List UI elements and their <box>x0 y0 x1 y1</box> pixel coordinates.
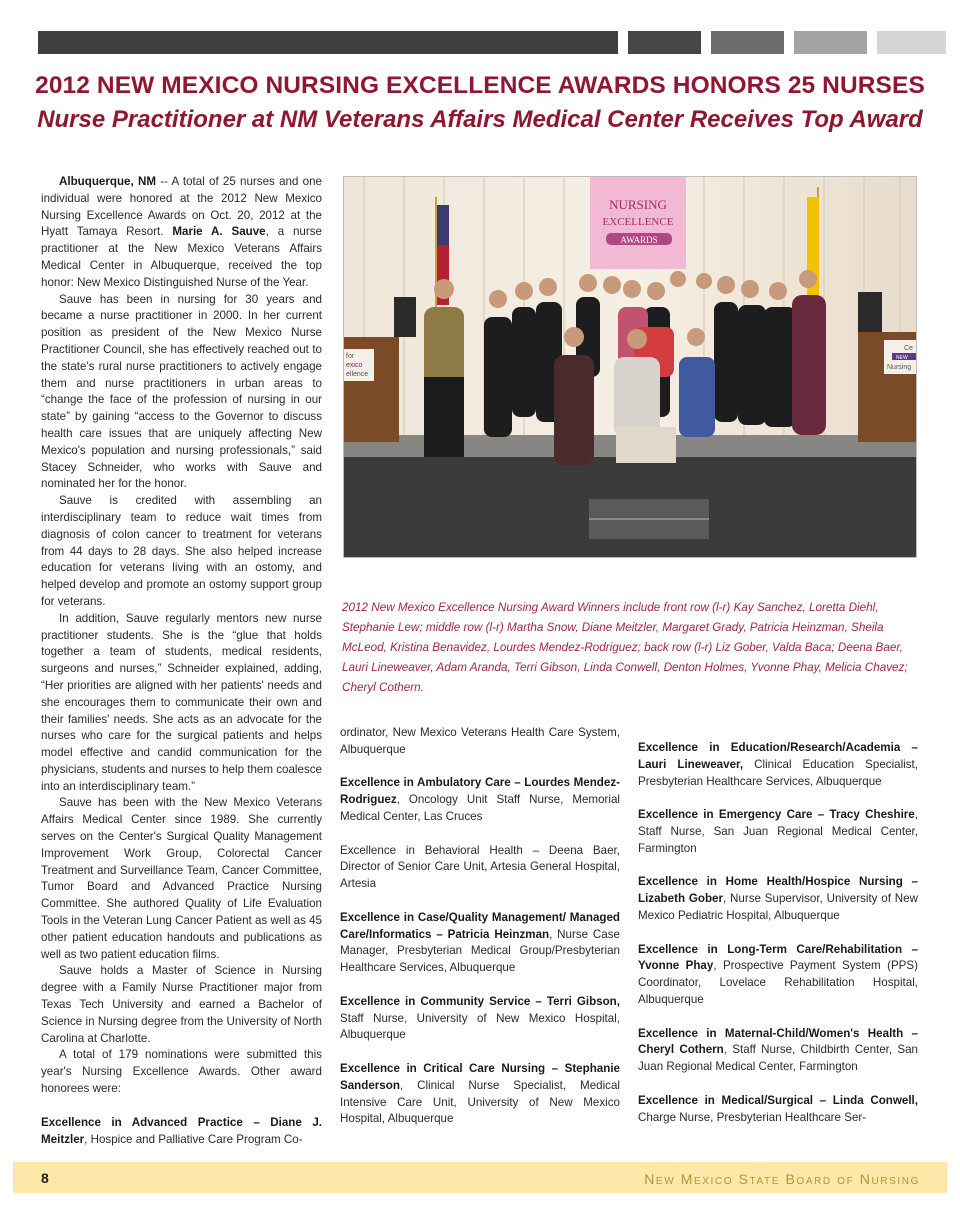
podium-right-text-3: Nursing <box>887 364 912 371</box>
podium-right-text-1: Ce <box>904 345 913 352</box>
banner-text-3: AWARDS <box>620 235 658 245</box>
award-title: Excellence in Advanced Practice – Diane J. Meitzler <box>41 1115 322 1146</box>
header-bar-2 <box>628 31 701 54</box>
podium-right-text-2: NEW <box>896 355 908 361</box>
podium-left-text-2: exico <box>346 362 363 369</box>
article-column-1 <box>41 174 322 1148</box>
award-behavioral-health: Excellence in Behavioral Health – Deena Baer, Director of Senior Care Unit, Artesia General Hospital, Artesia <box>340 843 620 891</box>
photo-caption: 2012 New Mexico Excellence Nursing Award Winners include front row (l-r) Kay Sanchez, Loretta Diehl, Stephanie Lew; middle row (l-r) Martha Snow, Diane Meitzler, Margaret Grady, Patricia Heinzman, Sheila McLeod, Kristina Benavidez, Lourdes Mendez-Rodriguez; back row (l-r) Liz Gober, Valda Baca; Deena Baer, Lauri Lineweaver, Adam Aranda, Terri Gibson, Linda Conwell, Denton Holmes, Yvonne Phay, Melicia Chavez; Cheryl Cothern. <box>342 601 908 694</box>
banner-text-1: NURSING <box>609 197 667 212</box>
award-detail: , Prospective Payment System (PPS) Coordinator, Lovelace Rehabilitation Hospital, Albuquerque <box>638 959 918 1006</box>
header-bar-1 <box>38 31 618 54</box>
award-detail: , Nurse Case Manager, Presbyterian Medical Group/Presbyterian Healthcare Services, Albuquerque <box>340 927 620 975</box>
award-home-health <box>638 874 918 924</box>
award-maternal-child <box>638 1026 918 1076</box>
award-case-management <box>340 910 620 977</box>
p1-text-b: , a nurse practitioner at the New Mexico Veterans Affairs Medical Center in Albuquerque, received the top honor: New Mexico Distinguished Nurse of the Year. <box>41 225 322 289</box>
publication-name: New Mexico State Board of Nursing <box>644 1171 920 1187</box>
page-title: 2012 NEW MEXICO NURSING EXCELLENCE AWARDS HONORS 25 NURSES <box>35 72 925 99</box>
article-paragraph-1 <box>41 174 322 292</box>
award-detail: , Oncology Unit Staff Nurse, Memorial Medical Center, Las Cruces <box>340 793 620 823</box>
award-detail: Clinical Education Specialist, Presbyterian Healthcare Services, Albuquerque <box>638 757 918 788</box>
award-title: Excellence in Maternal-Child/Women's Health – Cheryl Cothern <box>638 1026 918 1057</box>
group-photo <box>343 176 917 558</box>
award-title: Excellence in Case/Quality Management/ Managed Care/Informatics – Patricia Heinzman <box>340 910 620 941</box>
article-paragraph-5: Sauve has been with the New Mexico Veterans Affairs Medical Center since 1989. She currently serves on the Center's Surgical Quality Management Improvement Work Group, Colorectal Cancer Treatment and Surveillance Team, Cancer Committee, Tumor Board and Advanced Practice Nursing Committee. She authored Quality of Life Evaluation Tools in the Veteran Lung Cancer Patient as well as 45 other patient education handouts and publications as well as two patient education films. <box>41 796 323 961</box>
page-number: 8 <box>41 1170 49 1186</box>
award-critical-care <box>340 1061 620 1128</box>
award-advanced-practice <box>41 1115 322 1149</box>
award-title: Excellence in Medical/Surgical – Linda Conwell, <box>638 1093 918 1107</box>
award-education <box>638 740 918 790</box>
award-emergency-care <box>638 807 918 857</box>
award-title: Excellence in Home Health/Hospice Nursing – Lizabeth Gober <box>638 875 918 906</box>
article-paragraph-6: Sauve holds a Master of Science in Nursing degree with a Family Nurse Practitioner major from Texas Tech University and earned a Bachelor of Science in Nursing degree from the University of North Carolina at Charlotte. <box>41 964 322 1045</box>
award-title: Excellence in Long-Term Care/Rehabilitation – Yvonne Phay <box>638 942 918 973</box>
award-detail: , Staff Nurse, San Juan Regional Medical Center, Farmington <box>638 808 918 855</box>
banner-text-2: EXCELLENCE <box>602 216 674 228</box>
award-title: Excellence in Emergency Care – Tracy Cheshire <box>638 808 915 822</box>
award-long-term-care <box>638 942 918 1009</box>
nm-flag <box>807 197 819 307</box>
article-paragraph-2: Sauve has been in nursing for 30 years and became a nurse practitioner in 2000. In her current position as president of the New Mexico Nurse Practitioner Council, she has effectively reached out to the state's rural nurse practitioners to actively engage them and nurse practitioners in urban areas to “change the face of the profession of nursing in our state” by gaining “access to the Governor to discuss health care issues that are uniquely affecting New Mexico's population and nursing professionals,” said Stacey Schneider, who works with Sauve and nominated her for the honor. <box>41 292 322 491</box>
article-paragraph-7: A total of 179 nominations were submitted this year's Nursing Excellence Awards. Other award honorees were: <box>41 1048 322 1096</box>
award-detail: , Staff Nurse, Childbirth Center, San Juan Regional Medical Center, Farmington <box>638 1043 919 1074</box>
article-column-3 <box>638 740 918 1143</box>
podium-left-text-3: ellence <box>346 371 369 378</box>
award-title: Excellence in Community Service – Terri Gibson, <box>340 994 620 1008</box>
header-bar-4 <box>794 31 867 54</box>
award-ambulatory-care <box>340 775 620 825</box>
podium-left-text-1: for <box>346 353 355 360</box>
award-title: Excellence in Ambulatory Care – Lourdes Mendez-Rodriguez <box>340 776 620 807</box>
header-bar-3 <box>711 31 784 54</box>
award-advanced-practice-cont: ordinator, New Mexico Veterans Health Care System, Albuquerque <box>340 726 620 756</box>
dateline: Albuquerque, NM <box>59 175 156 188</box>
page-subtitle: Nurse Practitioner at NM Veterans Affairs Medical Center Receives Top Award <box>37 106 923 133</box>
p1-text-a: -- A total of 25 nurses and one individual were honored at the 2012 New Mexico Nursing Excellence Awards on Oct. 20, 2012 at the Hyatt Tamaya Resort. <box>41 175 322 239</box>
article-paragraph-3: Sauve is credited with assembling an interdisciplinary team to reduce wait times from diagnosis of colon cancer to treatment for veterans from 44 days to 28 days. She also helped increase education for veterans living with an ostomy, and helped develop and promote an ostomy support group for veterans. <box>41 494 322 608</box>
award-detail: , Hospice and Palliative Care Program Co- <box>84 1132 303 1146</box>
header-bar-5 <box>877 31 946 54</box>
award-detail: Charge Nurse, Presbyterian Healthcare Ser- <box>638 1110 867 1124</box>
header-decorative-bars <box>38 31 946 54</box>
award-community-service <box>340 994 620 1044</box>
award-detail: , Clinical Nurse Specialist, Medical Intensive Care Unit, University of New Mexico Hospital, Albuquerque <box>340 1078 620 1126</box>
award-detail: , Nurse Supervisor, University of New Mexico Pediatric Hospital, Albuquerque <box>638 892 918 922</box>
award-title: Excellence in Critical Care Nursing – Stephanie Sanderson <box>340 1061 620 1092</box>
article-column-2 <box>340 725 620 1145</box>
award-detail: Staff Nurse, University of New Mexico Hospital, Albuquerque <box>340 1011 620 1042</box>
honoree-name: Marie A. Sauve <box>172 225 266 239</box>
award-medical-surgical <box>638 1093 918 1127</box>
page-footer <box>13 1162 947 1193</box>
award-title: Excellence in Education/Research/Academia – Lauri Lineweaver, <box>638 741 918 771</box>
article-paragraph-4: In addition, Sauve regularly mentors new nurse practitioner students. She is the “glue that holds together a team of students, medical residents, surgeons and nurses,” Schneider explained, adding, “Her priorities are aligned with her patients' needs and she encourages them to communicate their own and their families' needs. She acts as an advocate for the nurses who care for the surgical patients and helps model effective and candid communication for the physicians, students and nurses to help them coalesce into an interdisciplinary team.” <box>41 611 322 793</box>
